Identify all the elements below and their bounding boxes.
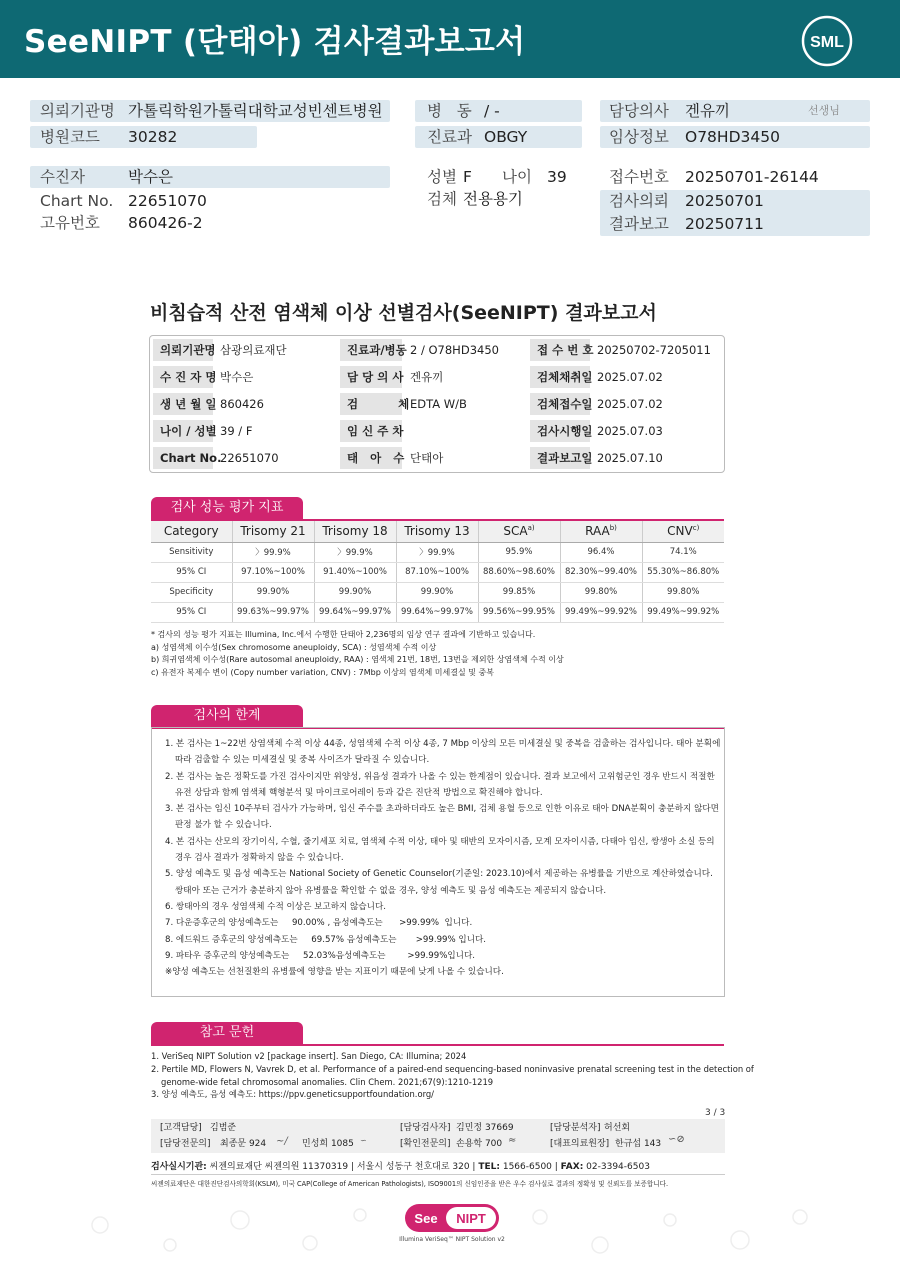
patient-label: 수진자 <box>40 168 85 186</box>
reference-line: 2. Pertile MD, Flowers N, Vavrek D, et al. Performance of a paired-end sequencing-based noninvasive prenatal screening test in the detection of <box>151 1063 754 1074</box>
specialist-label: [담당전문의] <box>160 1139 211 1149</box>
page-title: SeeNIPT (단태아) 검사결과보고서 <box>24 24 526 60</box>
clinical-info-label: 임상정보 <box>609 128 669 146</box>
limit-line: 판정 불가 할 수 있습니다. <box>175 820 272 831</box>
limit-line: ※양성 예측도는 선천질환의 유병률에 영향을 받는 지표이기 때문에 낮게 나올 수 있습니다. <box>165 967 504 978</box>
pbox-label: 검 체 <box>340 393 402 415</box>
pbox-label: 의뢰기관명 <box>153 339 213 361</box>
logo-nipt-text: NIPT <box>456 1211 486 1226</box>
limits-section-tab: 검사의 한계 <box>151 705 303 727</box>
chart-no: 22651070 <box>128 192 207 210</box>
lab-name: 김민정 37669 <box>456 1123 514 1133</box>
table-header: SCA$^{a)}$ <box>478 521 560 542</box>
divider <box>151 1174 725 1175</box>
signature-icon: ~/ <box>276 1136 288 1147</box>
limits-text <box>165 736 720 980</box>
reference-line: genome-wide fetal chromosomal anomalies. Clin Chem. 2021;67(9):1210-1219 <box>161 1076 494 1087</box>
references-section-line <box>151 1044 724 1046</box>
pbox-label: 태 아 수 <box>340 447 402 469</box>
logo-tagline: Illumina VeriSeq™ NIPT Solution v2 <box>399 1236 505 1243</box>
request-date: 20250701 <box>685 192 764 210</box>
customer-label: [고객담당] <box>160 1123 202 1133</box>
ward-label: 병 동 <box>427 102 472 120</box>
signature-icon: ∽⊘ <box>668 1134 685 1145</box>
performance-notes <box>151 629 564 679</box>
requesting-institution: 가톨릭학원가톨릭대학교성빈센트병원 <box>128 102 383 120</box>
pbox-label: 생 년 월 일 <box>153 393 213 415</box>
analyst-label: [담당분석자] <box>550 1123 601 1133</box>
sex-label: 성별 <box>427 168 457 186</box>
report-date: 20250711 <box>685 215 764 233</box>
specimen: 전용용기 <box>463 190 523 208</box>
report-date-label: 결과보고 <box>609 215 669 233</box>
pbox-label: 담 당 의 사 <box>340 366 402 388</box>
table-header: Trisomy 21 <box>232 521 314 542</box>
limit-line: 8. 에드워드 증후군의 양성예측도는 69.57% 음성예측도는 >99.99% 입니다. <box>165 934 487 945</box>
pbox-value: 2025.07.02 <box>597 370 663 384</box>
clinical-info: O78HD3450 <box>685 128 780 146</box>
unique-id-label: 고유번호 <box>40 214 100 232</box>
table-row: 95% CI 97.10%~100% 91.40%~100% 87.10%~100% 88.60%~98.60% 82.30%~99.40% 55.30%~86.80% <box>151 562 724 582</box>
pbox-label: 임 신 주 차 <box>340 420 402 442</box>
table-row: Sensitivity 〉99.9% 〉99.9% 〉99.9% 95.9% 96.4% 74.1% <box>151 542 724 562</box>
receipt-no: 20250701-26144 <box>685 168 819 186</box>
customer-name: 김범준 <box>210 1123 237 1133</box>
specimen-label: 검체 <box>427 190 457 208</box>
performance-section-tab: 검사 성능 평가 지표 <box>151 497 303 519</box>
pbox-label: 진료과/병동 <box>340 339 402 361</box>
note-line: b) 희귀염색체 이수성(Rare autosomal aneuploidy, RAA) : 염색체 21번, 18번, 13번을 제외한 상염색체 수적 이상 <box>151 655 564 664</box>
pbox-value: 박수은 <box>220 370 254 384</box>
receipt-no-label: 접수번호 <box>609 168 669 186</box>
department: OBGY <box>484 128 528 146</box>
pbox-label: 수 진 자 명 <box>153 366 213 388</box>
institution-line <box>151 1159 650 1172</box>
pbox-value: 860426 <box>220 397 264 411</box>
physician: 겐유끼 <box>685 102 730 120</box>
hospital-code: 30282 <box>128 128 178 146</box>
age-label: 나이 <box>502 168 532 186</box>
chart-no-label: Chart No. <box>40 192 114 210</box>
signature-icon: ≈ <box>508 1135 517 1146</box>
reference-line: 3. 양성 예측도, 음성 예측도: https://ppv.geneticsupportfoundation.org/ <box>151 1089 435 1100</box>
table-header: Trisomy 13 <box>396 521 478 542</box>
pbox-value: 겐유끼 <box>410 370 444 384</box>
pbox-label: Chart No. <box>153 447 213 469</box>
physician-suffix: 선생님 <box>808 104 840 117</box>
table-row: 95% CI 99.63%~99.97% 99.64%~99.97% 99.64%~99.97% 99.56%~99.95% 99.49%~99.92% 99.49%~99.92% <box>151 602 724 622</box>
pbox-value: 22651070 <box>220 451 279 465</box>
limit-line: 5. 양성 예측도 및 음성 예측도는 National Society of Genetic Counselor(기준일: 2023.10)에서 제공하는 유병률을 기반으로 계산하였습니다. <box>165 869 713 880</box>
hospital-code-label: 병원코드 <box>40 128 100 146</box>
pbox-value: 39 / F <box>220 424 253 438</box>
limit-line: 쌍태아 또는 근거가 충분하지 않아 유병률을 확인할 수 없을 경우, 양성 예측도 및 음성 예측도는 제공되지 않습니다. <box>175 885 607 896</box>
confirm-label: [확인전문의] <box>400 1139 451 1149</box>
limit-line: 유전 상담과 함께 염색체 핵형분석 및 마이크로어레이 등과 같은 진단적 방법으로 확진해야 합니다. <box>175 787 543 798</box>
tel-value: 1566-6500 | <box>502 1162 558 1172</box>
reference-line: 1. VeriSeq NIPT Solution v2 [package insert]. San Diego, CA: Illumina; 2024 <box>151 1051 467 1061</box>
confirm-name: 손용학 700 <box>456 1139 503 1149</box>
note-line: a) 성염색체 이수성(Sex chromosome aneuploidy, SCA) : 성염색체 수적 이상 <box>151 642 437 652</box>
limit-line: 2. 본 검사는 높은 정확도를 가진 검사이지만 위양성, 위음성 결과가 나올 수 있는 한계점이 있습니다. 결과 보고에서 고위험군인 경우 반드시 적절한 <box>165 771 715 782</box>
references-section-tab: 참고 문헌 <box>151 1022 303 1044</box>
fax-value: 02-3394-6503 <box>586 1162 650 1172</box>
limit-line: 따라 검출할 수 있는 미세결실 및 중복 사이즈가 달라질 수 있습니다. <box>175 755 430 766</box>
note-line: * 검사의 성능 평가 지표는 Illumina, Inc.에서 수행한 단태아 2,236명의 임상 연구 결과에 기반하고 있습니다. <box>151 630 536 639</box>
pbox-value: 단태아 <box>410 451 444 465</box>
limit-line: 경우 검사 결과가 정확하지 않을 수 있습니다. <box>175 853 344 864</box>
pbox-value: 삼광의료재단 <box>220 343 287 357</box>
pbox-label: 검사시행일 <box>530 420 590 442</box>
header-bar <box>0 0 900 78</box>
signature-icon: ∽ <box>360 1136 367 1145</box>
seenipt-logo-icon <box>404 1203 500 1233</box>
sml-logo-icon <box>800 14 854 68</box>
patient-name: 박수은 <box>128 168 173 186</box>
table-header: Trisomy 18 <box>314 521 396 542</box>
limit-line: 3. 본 검사는 임신 10주부터 검사가 가능하며, 임신 주수를 초과하더라도 높은 BMI, 검체 용혈 등으로 인한 이유로 태아 DNA분획이 충분하지 않다면 <box>165 804 719 815</box>
physician-label: 담당의사 <box>609 102 669 120</box>
limit-line: 1. 본 검사는 1~22번 상염색체 수적 이상 44종, 성염색체 수적 이상 4종, 7 Mbp 이상의 모든 미세결실 및 중복을 검출하는 검사입니다. 태아 분획에 <box>165 739 720 749</box>
ward: / - <box>484 102 500 120</box>
references-list <box>151 1050 754 1101</box>
unique-id: 860426-2 <box>128 214 203 232</box>
pbox-label: 검체채취일 <box>530 366 590 388</box>
request-date-label: 검사의뢰 <box>609 192 669 210</box>
sml-logo-text: SML <box>810 34 844 51</box>
analyst-name: 허선회 <box>604 1123 631 1133</box>
table-row: Specificity 99.90% 99.90% 99.90% 99.85% 99.80% 99.80% <box>151 582 724 602</box>
pbox-value: 2025.07.02 <box>597 397 663 411</box>
certification-text: 씨젠의료재단은 대한진단검사의학회(KSLM), 미국 CAP(College of American Pathologists), ISO9001의 신임인증을 받은 우수 검사실로 결과의 정확성 및 신뢰도를 보증합니다. <box>151 1180 669 1188</box>
table-header: Category <box>151 521 232 542</box>
specialist1-name: 최종문 924 <box>220 1139 267 1149</box>
lab-label: [담당검사자] <box>400 1123 451 1133</box>
limit-line: 7. 다운증후군의 양성예측도는 90.00% , 음성예측도는 >99.99% 입니다. <box>165 918 473 929</box>
pbox-label: 결과보고일 <box>530 447 590 469</box>
pbox-value: 2 / O78HD3450 <box>410 343 499 357</box>
institution-text: 씨젠의료재단 씨젠의원 11370319 | 서울시 성동구 천호대로 320 | <box>209 1162 476 1172</box>
report-title: 비침습적 산전 염색체 이상 선별검사(SeeNIPT) 결과보고서 <box>150 302 657 324</box>
department-label: 진료과 <box>427 128 472 146</box>
director-label: [대표의료원장] <box>550 1139 610 1149</box>
table-header: CNV$^{c)}$ <box>642 521 724 542</box>
requesting-institution-label: 의뢰기관명 <box>40 102 115 120</box>
pbox-value: 2025.07.10 <box>597 451 663 465</box>
specialist2-name: 민성희 1085 <box>302 1139 354 1149</box>
director-name: 한규섭 143 <box>615 1139 662 1149</box>
sex: F <box>463 168 472 186</box>
logo-see-text: See <box>414 1211 438 1226</box>
pbox-label: 검체접수일 <box>530 393 590 415</box>
limit-line: 4. 본 검사는 산모의 장기이식, 수혈, 줄기세포 치료, 염색체 수적 이상, 태아 및 태반의 모자이시즘, 모계 모자이시즘, 다태아 임신, 쌍생아 소실 등의 <box>165 836 715 847</box>
pbox-value: EDTA W/B <box>410 397 467 411</box>
institution-label: 검사실시기관: <box>151 1162 207 1172</box>
table-header: RAA$^{b)}$ <box>560 521 642 542</box>
age: 39 <box>547 168 567 186</box>
note-line: c) 유전자 복제수 변이 (Copy number variation, CNV) : 7Mbp 이상의 염색체 미세결실 및 중복 <box>151 667 494 677</box>
pbox-value: 2025.07.03 <box>597 424 663 438</box>
page-number: 3 / 3 <box>705 1108 726 1118</box>
limit-line: 6. 쌍태아의 경우 성염색체 수적 이상은 보고하지 않습니다. <box>165 901 386 912</box>
limit-line: 9. 파타우 증후군의 양성예측도는 52.03%음성예측도는 >99.99%입니다. <box>165 950 476 961</box>
pbox-label: 접 수 번 호 <box>530 339 590 361</box>
pbox-value: 20250702-7205011 <box>597 343 711 357</box>
performance-table <box>151 521 724 623</box>
fax-label: FAX: <box>560 1162 584 1172</box>
pbox-label: 나이 / 성별 <box>153 420 213 442</box>
tel-label: TEL: <box>478 1162 500 1172</box>
